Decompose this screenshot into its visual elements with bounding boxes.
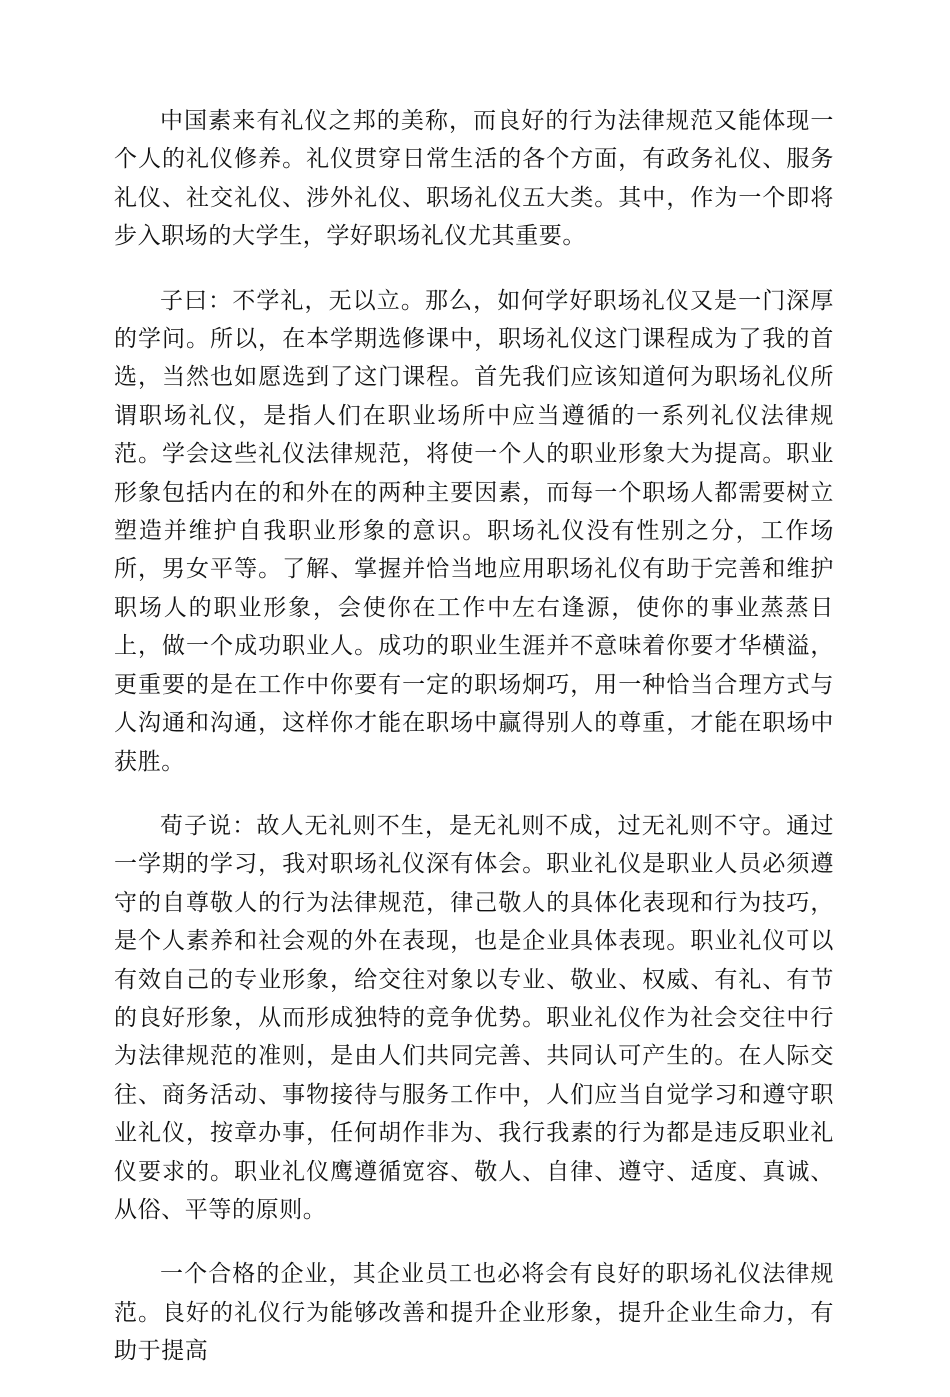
paragraph-3: 荀子说：故人无礼则不生，是无礼则不成，过无礼则不守。通过一学期的学习，我对职场礼仪深有体会。职业礼仪是职业人员必须遵守的自尊敬人的行为法律规范，律己敬人的具体化表现和行为技巧，是个人素养和社会观的外在表现，也是企业具体表现。职业礼仪可以有效自己的专业形象，给交往对象以专业、敬业、权威、有礼、有节的良好形象，从而形成独特的竞争优势。职业礼仪作为社会交往中行为法律规范的准则，是由人们共同完善、共同认可产生的。在人际交往、商务活动、事物接待与服务工作中，人们应当自觉学习和遵守职业礼仪，按章办事，任何胡作非为、我行我素的行为都是违反职业礼仪要求的。职业礼仪鹰遵循宽容、敬人、自律、遵守、适度、真诚、从俗、平等的原则。 — [114, 812, 834, 1223]
paragraph-2: 子曰：不学礼，无以立。那么，如何学好职场礼仪又是一门深厚的学问。所以，在本学期选修课中，职场礼仪这门课程成为了我的首选，当然也如愿选到了这门课程。首先我们应该知道何为职场礼仪所谓职场礼仪，是指人们在职业场所中应当遵循的一系列礼仪法律规范。学会这些礼仪法律规范，将使一个人的职业形象大为提高。职业形象包括内在的和外在的两种主要因素，而每一个职场人都需要树立塑造并维护自我职业形象的意识。职场礼仪没有性别之分，工作场所，男女平等。了解、掌握并恰当地应用职场礼仪有助于完善和维护职场人的职业形象，会使你在工作中左右逢源，使你的事业蒸蒸日上，做一个成功职业人。成功的职业生涯并不意味着你要才华横溢，更重要的是在工作中你要有一定的职场炯巧，用一种恰当合理方式与人沟通和沟通，这样你才能在职场中赢得别人的尊重，才能在职场中获胜。 — [114, 287, 834, 775]
paragraph-4: 一个合格的企业，其企业员工也必将会有良好的职场礼仪法律规范。良好的礼仪行为能够改善和提升企业形象，提升企业生命力，有助于提高 — [114, 1261, 834, 1365]
paragraph-1: 中国素来有礼仪之邦的美称，而良好的行为法律规范又能体现一个人的礼仪修养。礼仪贯穿日常生活的各个方面，有政务礼仪、服务礼仪、社交礼仪、涉外礼仪、职场礼仪五大类。其中，作为一个即将步入职场的大学生，学好职场礼仪尤其重要。 — [114, 108, 834, 250]
document-body — [114, 102, 834, 1397]
